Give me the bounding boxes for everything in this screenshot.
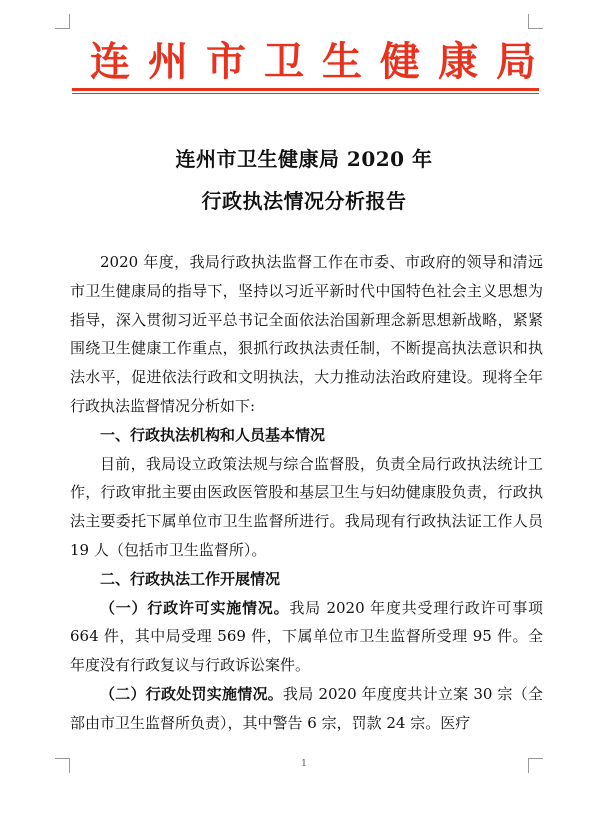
section1-heading: 一、行政执法机构和人员基本情况	[100, 425, 326, 444]
sub1-text: 我局 2020 年度共受理行政许可事项 664 件，其中局受理 569 件，下属单位市卫生监督所受理 95 件。全年度没有行政复议与行政诉讼案件。	[70, 598, 543, 675]
section2-sub1-paragraph	[70, 594, 543, 680]
sub1-title: （一）行政许可实施情况。	[100, 598, 290, 617]
report-title-line1: 连州市卫生健康局 2020 年	[175, 147, 433, 171]
crop-mark-top-left	[55, 14, 70, 29]
section2-sub2-paragraph	[70, 680, 543, 738]
section2-heading: 二、行政执法工作开展情况	[100, 569, 281, 588]
report-body	[70, 248, 543, 738]
masthead-rule-thin	[72, 93, 539, 94]
masthead-rule-thick	[72, 88, 539, 91]
masthead-title: 连州市卫生健康局	[90, 38, 554, 85]
sub2-title: （二）行政处罚实施情况。	[100, 684, 283, 703]
section1-paragraph: 目前，我局设立政策法规与综合监督股，负责全局行政执法统计工作，行政审批主要由医政医管股和基层卫生与妇幼健康股负责，行政执法主要委托下属单位市卫生监督所进行。我局现有行政执法证工作人员 19 人（包括市卫生监督所）。	[70, 454, 543, 559]
report-title-line2: 行政执法情况分析报告	[201, 189, 407, 213]
intro-paragraph: 2020 年度，我局行政执法监督工作在市委、市政府的领导和清远市卫生健康局的指导下，坚持以习近平新时代中国特色社会主义思想为指导，深入贯彻习近平总书记全面依法治国新理念新思想新战略，紧紧围绕卫生健康工作重点，狠抓行政执法责任制，不断提高执法意识和执法水平，促进依法行政和文明执法，大力推动法治政府建设。现将全年行政执法监督情况分析如下:	[70, 253, 543, 415]
crop-mark-top-right	[528, 14, 543, 29]
sub2-text: 我局 2020 年度度共计立案 30 宗（全部由市卫生监督所负责），其中警告 6 宗，罚款 24 宗。医疗	[70, 684, 543, 732]
page-number: 1	[301, 759, 307, 769]
